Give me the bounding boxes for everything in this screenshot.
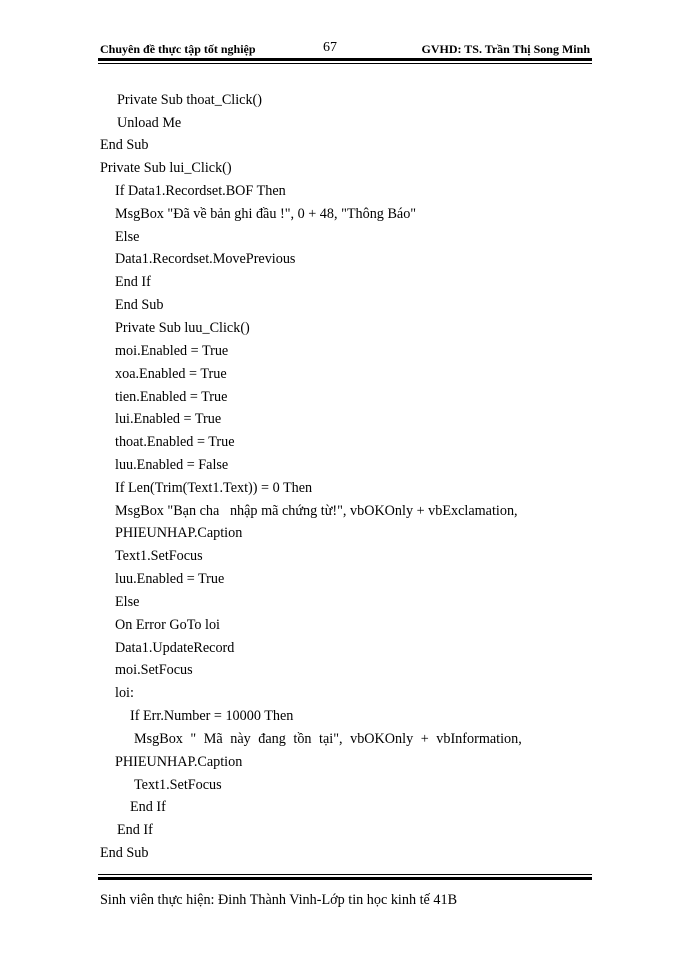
- code-line: End Sub: [115, 297, 164, 313]
- code-line: End Sub: [100, 137, 149, 153]
- code-line: If Err.Number = 10000 Then: [130, 708, 294, 724]
- page-footer: Sinh viên thực hiện: Đinh Thành Vinh-Lớp tin học kinh tế 41B: [100, 892, 458, 908]
- code-line: loi:: [115, 685, 134, 701]
- footer-rule: [98, 877, 592, 880]
- code-line: If Len(Trim(Text1.Text)) = 0 Then: [115, 480, 313, 496]
- header-rule-thin: [98, 63, 592, 64]
- code-line: Private Sub luu_Click(): [115, 320, 250, 336]
- code-line: MsgBox " Mã này đang tồn tại", vbOKOnly + vbInformation,: [134, 731, 522, 747]
- code-line: Else: [115, 594, 140, 610]
- code-line: luu.Enabled = True: [115, 571, 225, 587]
- code-line: moi.Enabled = True: [115, 343, 229, 359]
- code-line: End Sub: [100, 845, 149, 861]
- code-line: End If: [115, 274, 151, 290]
- code-line: On Error GoTo loi: [115, 617, 220, 633]
- code-line: MsgBox "Đã về bản ghi đầu !", 0 + 48, "Thông Báo": [115, 206, 417, 222]
- code-line: thoat.Enabled = True: [115, 434, 235, 450]
- code-line: MsgBox "Bạn cha nhập mã chứng từ!", vbOKOnly + vbExclamation,: [115, 503, 518, 519]
- code-line: End If: [130, 799, 166, 815]
- footer-rule-thin: [98, 874, 592, 875]
- code-line: If Data1.Recordset.BOF Then: [115, 183, 286, 199]
- code-line: Data1.UpdateRecord: [115, 640, 235, 656]
- code-line: PHIEUNHAP.Caption: [115, 754, 243, 770]
- page-header: [100, 38, 590, 60]
- code-line: lui.Enabled = True: [115, 411, 222, 427]
- header-supervisor: GVHD: TS. Trần Thị Song Minh: [421, 42, 590, 56]
- code-line: Private Sub lui_Click(): [100, 160, 232, 176]
- header-topic: Chuyên đề thực tập tốt nghiệp: [100, 42, 256, 56]
- code-line: PHIEUNHAP.Caption: [115, 525, 243, 541]
- code-line: Data1.Recordset.MovePrevious: [115, 251, 296, 267]
- code-line: Unload Me: [117, 115, 182, 131]
- code-line: moi.SetFocus: [115, 662, 193, 678]
- code-line: Else: [115, 229, 140, 245]
- code-line: luu.Enabled = False: [115, 457, 229, 473]
- header-rule: [98, 58, 592, 61]
- code-line: xoa.Enabled = True: [115, 366, 227, 382]
- code-line: End If: [117, 822, 153, 838]
- code-line: Text1.SetFocus: [134, 777, 222, 793]
- code-line: tien.Enabled = True: [115, 389, 228, 405]
- code-line: Text1.SetFocus: [115, 548, 203, 564]
- page-number: 67: [323, 40, 337, 55]
- code-line: Private Sub thoat_Click(): [117, 92, 263, 108]
